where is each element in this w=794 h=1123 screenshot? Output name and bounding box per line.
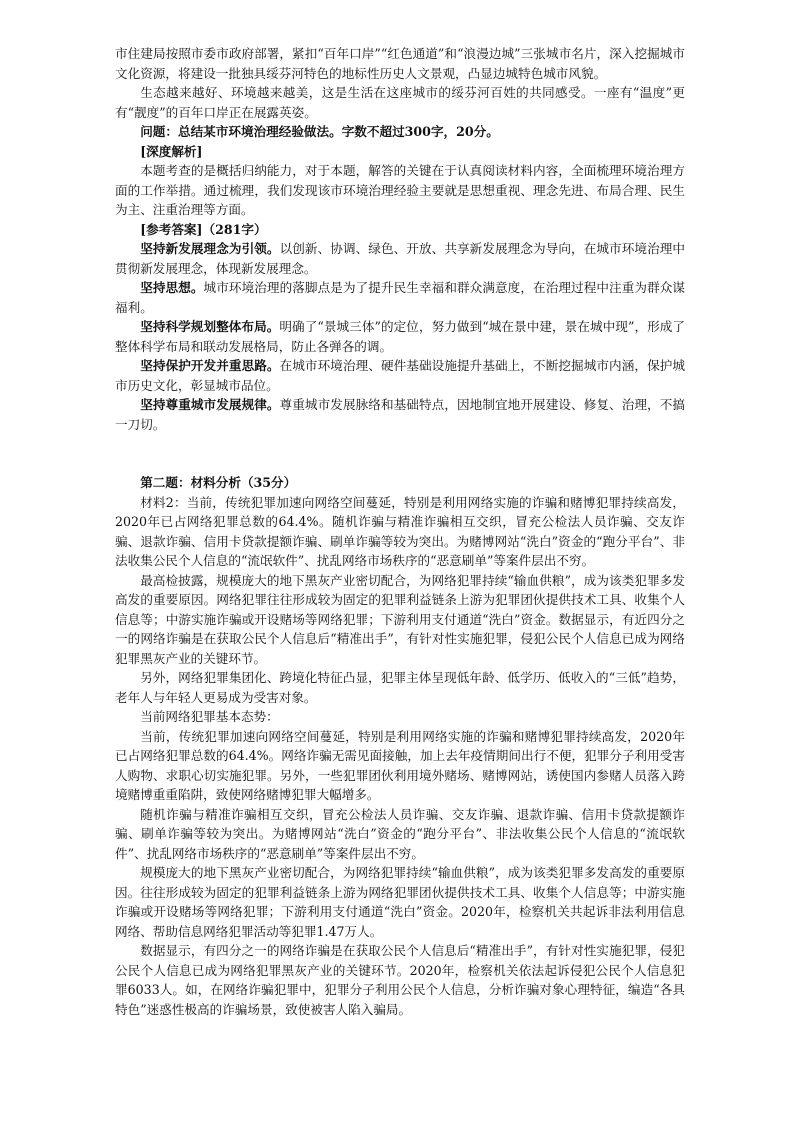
analysis-paragraph: 本题考查的是概括归纳能力，对于本题，解答的关键在于认真阅读材料内容，全面梳理环境治理方面的工作举措。通过梳理，我们发现该市环境治理经验主要就是思想重视、理念先进、布局合理、民生为主、注重治理等方面。 [115, 163, 685, 217]
paragraph: 生态越来越好、环境越来越美，这是生活在这座城市的绥芬河百姓的共同感受。一座有“温度”更有“靓度”的百年口岸正在展露英姿。 [115, 85, 685, 120]
material-paragraph: 最高检披露，规模庞大的地下黑灰产业密切配合，为网络犯罪持续“输血供粮”，成为该类犯罪多发高发的重要原因。网络犯罪往往形成较为固定的犯罪利益链条上游为犯罪团伙提供技术工具、收集个人信息等；中游实施诈骗或开设赌场等网络犯罪；下游利用支付通道“洗白”资金。数据显示，有近四分之一的网络诈骗是在获取公民个人信息后“精准出手”，有针对性实施犯罪，侵犯公民个人信息已成为网络犯罪黑灰产业的关键环节。 [115, 572, 685, 666]
section-gap [115, 434, 685, 473]
material-paragraph: 材料2：当前，传统犯罪加速向网络空间蔓延，特别是利用网络实施的诈骗和赌博犯罪持续高发，2020年已占网络犯罪总数的64.4%。随机诈骗与精准诈骗相互交织，冒充公检法人员诈骗、交友诈骗、退款诈骗、信用卡贷款提额诈骗、刷单诈骗等较为突出。为赌博网站“洗白”资金的“跑分平台”、非法收集公民个人信息的“流氓软件”、扰乱网络市场秩序的“恶意刷单”等案件层出不穷。 [115, 494, 685, 568]
answer-point-text: 明确了“景城三体”的定位，努力做到“城在景中建，景在城中现”，形成了整体科学布局和联动发展格局，防止各弹各的调。 [115, 319, 685, 354]
answer-point-text: 在城市环境治理、硬件基础设施提升基础上，不断挖掘城市内涵，保护城市历史文化，彰显城市品位。 [115, 358, 685, 393]
answer-label: [参考答案]（281字） [140, 221, 267, 237]
answer-point-text: 尊重城市发展脉络和基础特点，因地制宜地开展建设、修复、治理，不搞一刀切。 [115, 397, 685, 432]
material-paragraph: 规模庞大的地下黑灰产业密切配合，为网络犯罪持续“输血供粮”，成为该类犯罪多发高发的重要原因。往往形成较为固定的犯罪利益链条上游为网络犯罪团伙提供技术工具、收集个人信息等；中游实施诈骗或开设赌场等网络犯罪；下游利用支付通道“洗白”资金。2020年，检察机关共起诉非法利用信息网络、帮助信息网络犯罪活动等犯罪1.47万人。 [115, 865, 685, 939]
answer-point [115, 278, 685, 317]
answer-point-lead: 坚持保护开发并重思路。 [140, 358, 280, 373]
answer-point [115, 317, 685, 356]
answer-point-lead: 坚持尊重城市发展规律。 [140, 397, 280, 412]
material-paragraph: 随机诈骗与精准诈骗相互交织，冒充公检法人员诈骗、交友诈骗、退款诈骗、信用卡贷款提额诈骗、刷单诈骗等较为突出。为赌博网站“洗白”资金的“跑分平台”、非法收集公民个人信息的“流氓软件”、扰乱网络市场秩序的“恶意刷单”等案件层出不穷。 [115, 806, 685, 861]
material-paragraph: 数据显示，有四分之一的网络诈骗是在获取公民个人信息后“精准出手”，有针对性实施犯罪，侵犯公民个人信息已成为网络犯罪黑灰产业的关键环节。2020年，检察机关依法起诉侵犯公民个人信息犯罪6033人。如，在网络诈骗犯罪中，犯罪分子利用公民个人信息，分析诈骗对象心理特征，编造“各具特色”迷惑性极高的诈骗场景，致使被害人陷入骗局。 [115, 943, 685, 1017]
material-paragraph: 当前，传统犯罪加速向网络空间蔓延，特别是利用网络实施的诈骗和赌博犯罪持续高发，2020年已占网络犯罪总数的64.4%。网络诈骗无需见面接触，加上去年疫情期间出行不便，犯罪分子利用受害人购物、求职心切实施犯罪。另外，一些犯罪团伙利用境外赌场、赌博网站，诱使国内参赌人员落入跨境赌博重重陷阱，致使网络赌博犯罪大幅增多。 [115, 728, 685, 802]
analysis-label: [深度解析] [140, 143, 203, 159]
material-subheading: 当前网络犯罪基本态势： [140, 709, 279, 724]
answer-point-lead: 坚持新发展理念为引领。 [140, 241, 280, 256]
question: 问题：总结某市环境治理经验做法。字数不超过300字，20分。 [140, 124, 499, 139]
answer-point [115, 395, 685, 434]
material-paragraph: 另外，网络犯罪集团化、跨境化特征凸显，犯罪主体呈现低年龄、低学历、低收入的“三低”趋势，老年人与年轻人更易成为受害对象。 [115, 670, 685, 705]
section-heading: 第二题：材料分析（35分） [140, 475, 297, 490]
answer-point [115, 356, 685, 395]
document-page [115, 44, 685, 1019]
answer-point-lead: 坚持思想。 [140, 280, 204, 295]
answer-point-text: 以创新、协调、绿色、开放、共享新发展理念为导向，在城市环境治理中贯彻新发展理念，体现新发展理念。 [115, 241, 685, 276]
paragraph: 市住建局按照市委市政府部署，紧扣“百年口岸”“红色通道”和“浪漫边城”三张城市名片，深入挖掘城市文化资源，将建设一批独具绥芬河特色的地标性历史人文景观，凸显边城特色城市风貌。 [115, 46, 685, 81]
answer-point-lead: 坚持科学规划整体布局。 [140, 319, 280, 334]
answer-point-text: 城市环境治理的落脚点是为了提升民生幸福和群众满意度，在治理过程中注重为群众谋福利。 [115, 280, 685, 315]
answer-point [115, 239, 685, 278]
